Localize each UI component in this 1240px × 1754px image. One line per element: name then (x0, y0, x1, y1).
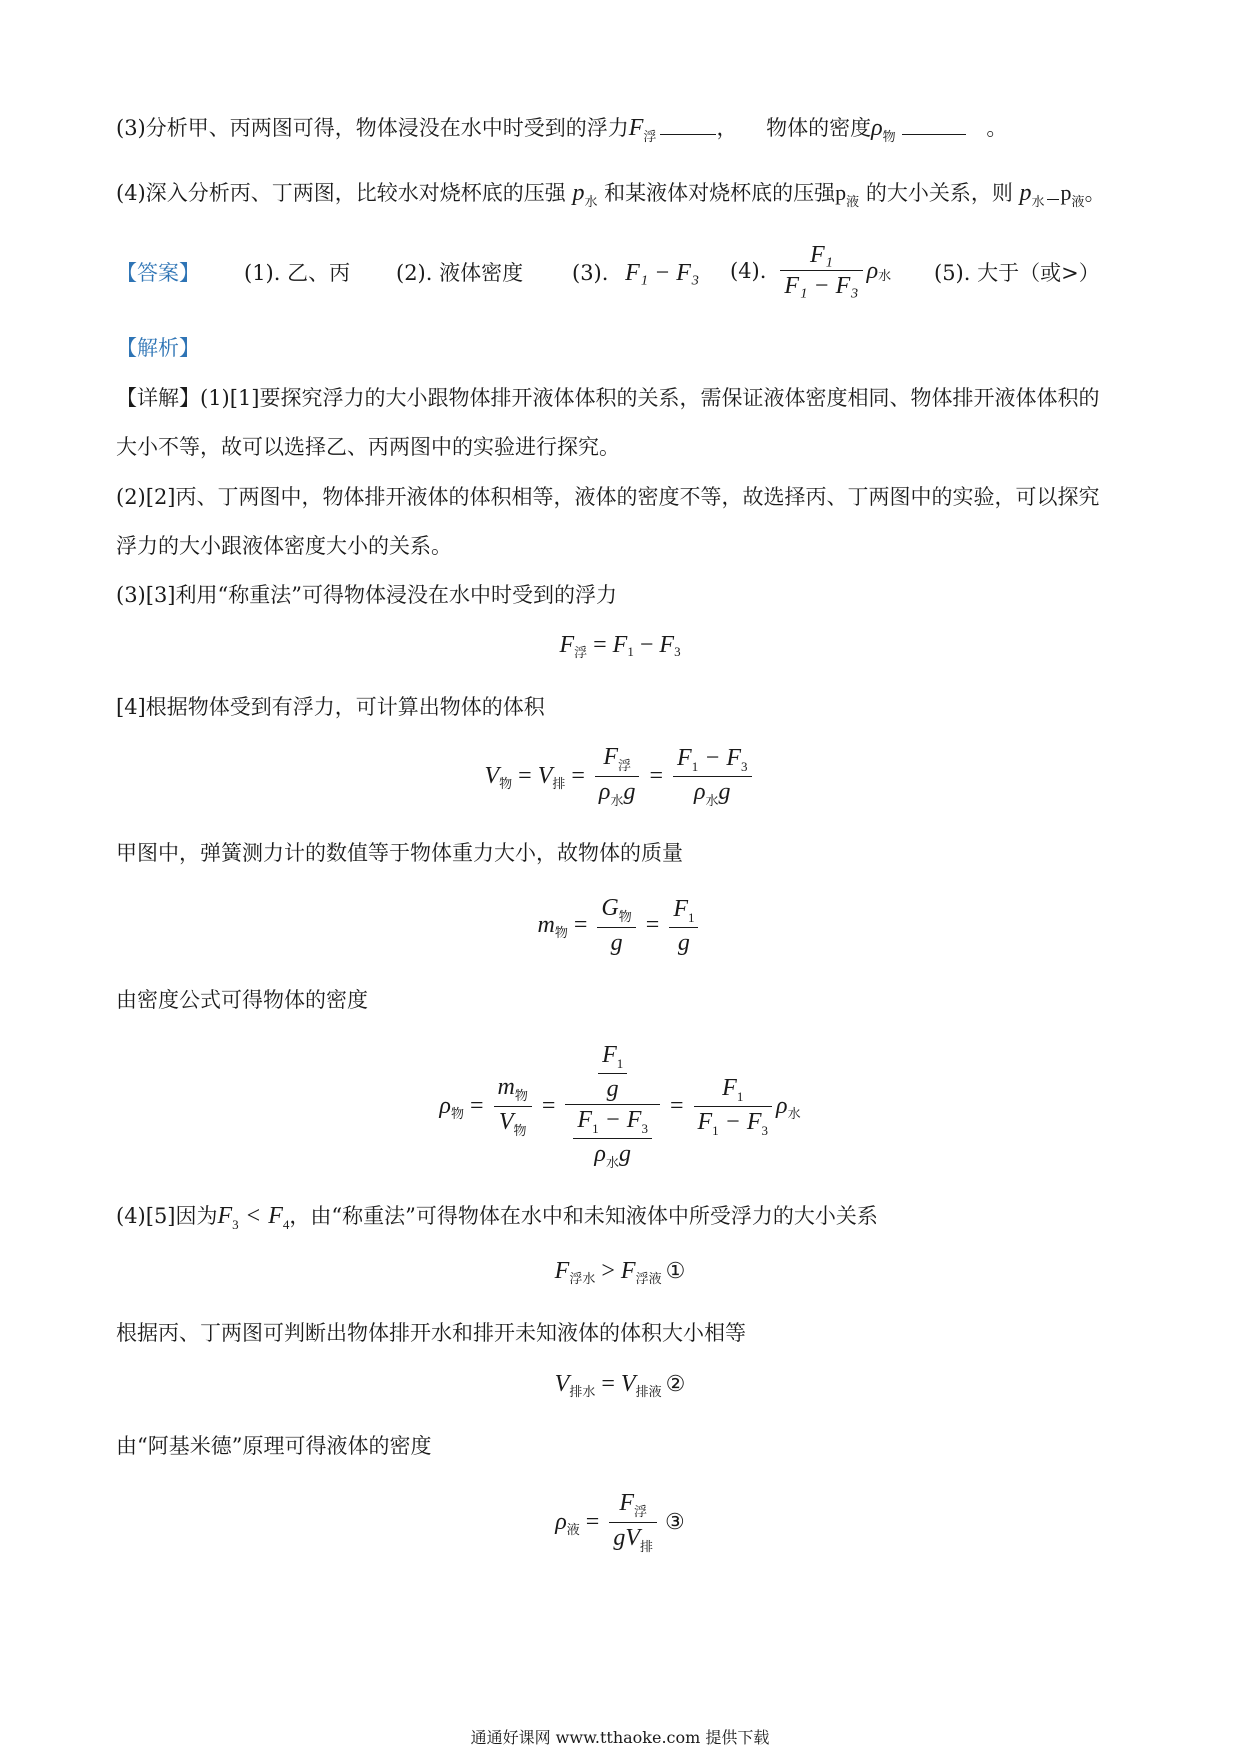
detail-paragraph-2-cont: 浮力的大小跟液体密度大小的关系。 (116, 534, 452, 558)
question-4: (4)深入分析丙、丁两图，比较水对烧杯底的压强 $p_水$ 和某液体对烧杯底的压强$p_液$ 的大小关系，则 $p_水$ $p_液$。 (116, 180, 1106, 210)
equation-mass: m 物 = $\frac{G_物}{g}$ = $\frac{F_1}{g}$ (0, 893, 1240, 958)
equation-volume: V 物 = V 排 = $\frac{F_浮}{\rho_水g}$ = $\frac{F_1 - F_3}{\rho_水g}$ (0, 742, 1240, 811)
answer-blank (902, 116, 966, 135)
detail-paragraph-4: [4]根据物体受到有浮力，可计算出物体的体积 (116, 695, 545, 719)
answer-line: 【答案】 (1). 乙、丙 (2). 液体密度 (3). F₁ − F₃ (4). $\frac{\text{F₁}}{\text{F₁ − F₃}}$ ρ 水 (5). 大于（或>） (116, 242, 1100, 299)
equation-buoyancy: F 浮 = F 1 − F 3 (559, 632, 681, 661)
detail-paragraph-3: (3)[3]利用“称重法”可得物体浸没在水中时受到的浮力 (116, 583, 617, 607)
answer-blank (660, 116, 716, 135)
detail-paragraph-1-cont: 大小不等，故可以选择乙、丙两图中的实验进行探究。 (116, 435, 620, 459)
detail-paragraph-6: 由密度公式可得物体的密度 (116, 988, 368, 1012)
equation-density: ρ 物 = $\frac{m_物}{V_物}$ = $\frac{\frac{F_1}{g}}{\frac{F_1 - F_3}{\rho_水g}}$ = $\frac{F_1}{F_1 - F_3}$ ρ 水 (439, 1042, 801, 1171)
question-3: (3)分析甲、丙两图可得，物体浸没在水中时受到的浮力$F_浮$ ， 物体的密度$\rho_物$ 。 (116, 115, 1008, 145)
answer-3-expression: F₁ − F₃ (625, 260, 700, 286)
detail-paragraph-7: (4)[5]因为$F_3 < F_4$，由“称重法”可得物体在水中和未知液体中所受浮力的大小关系 (116, 1203, 878, 1232)
equation-1: F 浮水 > F 浮液 ① (554, 1258, 686, 1287)
detail-paragraph-8: 根据丙、丁两图可判断出物体排开水和排开未知液体的体积大小相等 (116, 1321, 746, 1345)
detail-paragraph-5: 甲图中，弹簧测力计的数值等于物体重力大小，故物体的质量 (116, 841, 683, 865)
detail-paragraph-2: (2)[2]丙、丁两图中，物体排开液体的体积相等，液体的密度不等，故选择丙、丁两图中的实验，可以探究 (116, 485, 1100, 509)
equation-3: ρ 液 = $\frac{F_浮}{gV_排}$ ③ (555, 1490, 685, 1555)
answer-4-fraction: $\frac{\text{F₁}}{\text{F₁ − F₃}}$ (780, 240, 862, 301)
detail-paragraph-1: 【详解】(1)[1]要探究浮力的大小跟物体排开液体体积的关系，需保证液体密度相同、物体排开液体体积的 (116, 386, 1100, 410)
analysis-label: 【解析】 (116, 336, 200, 360)
answer-label: 【答案】 (116, 261, 200, 285)
detail-paragraph-9: 由“阿基米德”原理可得液体的密度 (116, 1434, 432, 1458)
answer-blank (1047, 181, 1059, 200)
footer-source: 通通好课网 www.tthaoke.com 提供下载 (470, 1728, 770, 1747)
equation-2: V 排水 = V 排液 ② (554, 1371, 686, 1400)
